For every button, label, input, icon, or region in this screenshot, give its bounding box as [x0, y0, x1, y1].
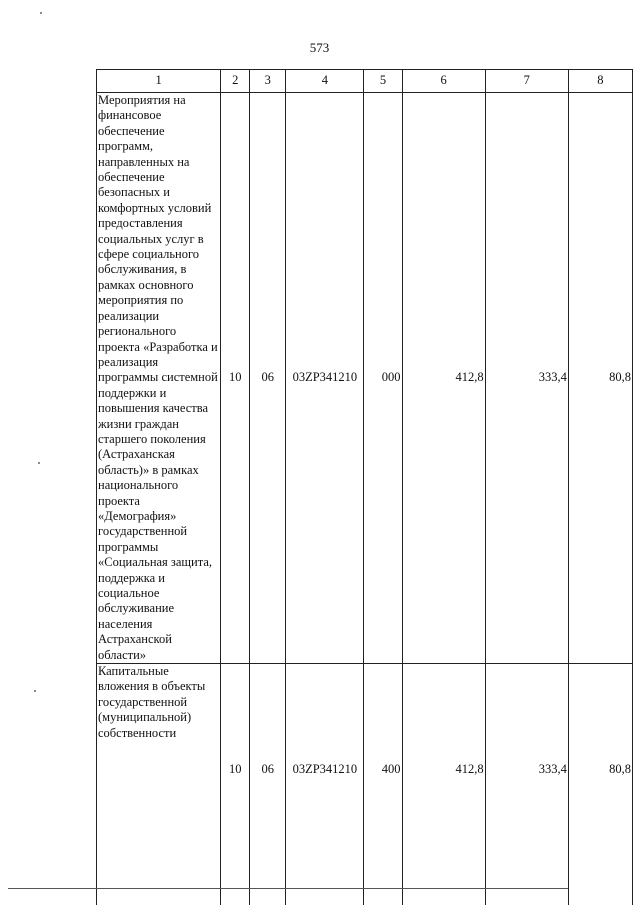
- table-row: [97, 93, 633, 664]
- column-header: 1: [97, 70, 221, 93]
- table-row: [97, 664, 633, 905]
- expense-type-code: 000: [364, 93, 402, 664]
- scan-artifact-dot: [40, 12, 42, 14]
- row-name: Капитальные вложения в объекты государственной (муниципальной) собственности: [97, 664, 221, 905]
- expense-type-code: 400: [364, 664, 402, 905]
- scan-artifact-dot: [34, 690, 36, 692]
- budget-table: [96, 69, 633, 905]
- column-header: 5: [364, 70, 402, 93]
- column-header: 7: [485, 70, 568, 93]
- header-row: [97, 70, 633, 93]
- amount-col8: 80,8: [568, 664, 632, 905]
- column-header: 3: [250, 70, 286, 93]
- amount-col7: 333,4: [485, 93, 568, 664]
- row-name: Мероприятия на финансовое обеспечение программ, направленных на обеспечение безопасных и комфортных условий предоставления социальных услуг в сфере социального обслуживания, в рамках основного мероприятия по реализации регионального проекта «Разработка и реализация программы системной поддержки и повышения качества жизни граждан старшего поколения (Астраханская область)» в рамках национального проекта «Демография» государственной программы «Социальная защита, поддержка и социальное обслуживание населения Астраханской области»: [97, 93, 221, 664]
- amount-col8: 80,8: [568, 93, 632, 664]
- scan-artifact-dot: [38, 462, 40, 464]
- amount-col6: 412,8: [402, 93, 485, 664]
- target-article-code: 03ZP341210: [286, 664, 364, 905]
- column-header: 8: [568, 70, 632, 93]
- amount-col7: 333,4: [485, 664, 568, 905]
- amount-col6: 412,8: [402, 664, 485, 905]
- subsection-code: 06: [250, 664, 286, 905]
- section-code: 10: [221, 664, 250, 905]
- target-article-code: 03ZP341210: [286, 93, 364, 664]
- section-code: 10: [221, 93, 250, 664]
- page-number: 573: [309, 40, 330, 55]
- subsection-code: 06: [250, 93, 286, 664]
- column-header: 6: [402, 70, 485, 93]
- table-body: [97, 93, 633, 905]
- table-header: [97, 70, 633, 93]
- column-header: 2: [221, 70, 250, 93]
- column-header: 4: [286, 70, 364, 93]
- scan-artifact-line: [8, 888, 568, 889]
